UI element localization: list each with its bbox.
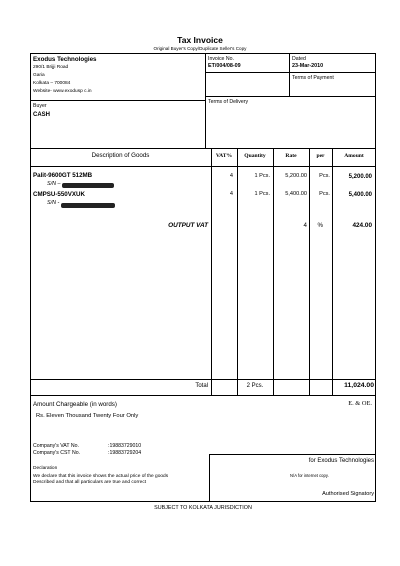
divider-table-top: [30, 148, 376, 149]
header-rate: Rate: [285, 153, 297, 159]
divider-header-bottom: [30, 166, 376, 167]
seller-address-line: Garia: [33, 73, 45, 78]
item-amount: 5,200.00: [348, 174, 372, 180]
invoice-frame: [30, 53, 376, 502]
header-per: per: [316, 153, 325, 159]
buyer-name: CASH: [33, 112, 51, 118]
terms-of-delivery-label: Terms of Delivery: [208, 99, 249, 105]
col-divider-per: [309, 148, 310, 395]
col-divider-vat: [211, 148, 212, 395]
declaration-label: Declaration: [33, 466, 58, 471]
cst-no-label: Company's CST No.: [33, 450, 81, 456]
total-label: Total: [195, 383, 208, 389]
buyer-label: Buyer: [33, 103, 47, 109]
terms-of-payment-label: Terms of Payment: [292, 75, 334, 81]
divider-total-top: [30, 379, 376, 380]
output-vat-amount: 424.00: [352, 222, 372, 229]
jurisdiction-note: SUBJECT TO KOLKATA JURISDICTION: [154, 505, 252, 511]
internet-copy-note: N/A for internet copy.: [290, 473, 329, 478]
header-amount: Amount: [344, 153, 364, 159]
item-serial-label: S/N –: [47, 181, 61, 187]
item-serial-label: S/N -: [47, 200, 60, 206]
dated-label: Dated: [292, 56, 306, 62]
invoice-no-value: ET/004/08-09: [208, 63, 241, 69]
output-vat-rate: 4: [303, 222, 307, 229]
vat-no-value: :19883729010: [108, 443, 142, 449]
seller-address-line: Kolkata – 700084: [33, 81, 71, 86]
col-divider-rate: [273, 148, 274, 395]
item-vat: 4: [229, 173, 233, 179]
amount-in-words: Rs. Eleven Thousand Twenty Four Only: [36, 413, 139, 419]
item-description: Palit-9600GT 512MB: [33, 172, 93, 179]
header-vat: VAT%: [215, 153, 233, 159]
amount-chargeable-label: Amount Chargeable (in words): [33, 401, 117, 408]
divider-invoice-dated: [289, 53, 290, 96]
output-vat-label: OUTPUT VAT: [168, 222, 208, 229]
item-per: Pcs.: [319, 173, 330, 179]
vat-no-label: Company's VAT No.: [33, 443, 79, 449]
divider-under-invoice: [205, 72, 376, 73]
divider-under-payment: [205, 96, 376, 97]
seller-name: Exodus Technologies: [33, 56, 97, 63]
total-amount: 11,024.00: [344, 382, 374, 389]
item-vat: 4: [229, 191, 233, 197]
total-quantity: 2 Pcs.: [246, 383, 264, 389]
output-vat-unit: %: [317, 222, 323, 229]
divider-seller-buyer: [30, 100, 205, 101]
seller-website: Website- www.exodusp c.in: [33, 89, 92, 94]
declaration-text: We declare that this invoice shows the actual price of the goods: [33, 474, 169, 479]
item-amount: 5,400.00: [348, 192, 372, 198]
redaction-mark: [61, 203, 115, 208]
for-company-label: for Exodus Technologies: [308, 458, 374, 464]
item-rate: 5,400.00: [285, 191, 307, 197]
header-description: Description of Goods: [91, 152, 150, 159]
eoe-label: E. & OE.: [348, 400, 372, 407]
invoice-title: Tax Invoice: [177, 35, 223, 45]
item-rate: 5,200.00: [285, 173, 307, 179]
dated-value: 23-Mar-2010: [292, 63, 324, 69]
item-per: Pcs.: [319, 191, 330, 197]
cst-no-value: :19883729204: [108, 450, 142, 456]
declaration-text: Described and that all particulars are true and correct: [33, 480, 147, 485]
authorised-signatory: Authorised Signatory: [322, 491, 374, 497]
header-quantity: Quantity: [244, 153, 266, 159]
col-divider-quantity: [237, 148, 238, 395]
divider-top-vertical: [205, 53, 206, 148]
item-quantity: 1 Pcs.: [254, 173, 270, 179]
seller-address-line: 290/1 Brijji Road: [33, 65, 69, 70]
signatory-box-top: [209, 454, 376, 455]
redaction-mark: [62, 183, 114, 188]
item-quantity: 1 Pcs.: [254, 191, 270, 197]
item-description: CMPSU-550VXUK: [33, 191, 85, 198]
col-divider-amount: [332, 148, 333, 395]
divider-total-bottom: [30, 395, 376, 396]
invoice-subtitle: Original Buyer's Copy/Duplicate Seller's Copy: [153, 46, 247, 51]
invoice-no-label: Invoice No.: [208, 56, 234, 62]
